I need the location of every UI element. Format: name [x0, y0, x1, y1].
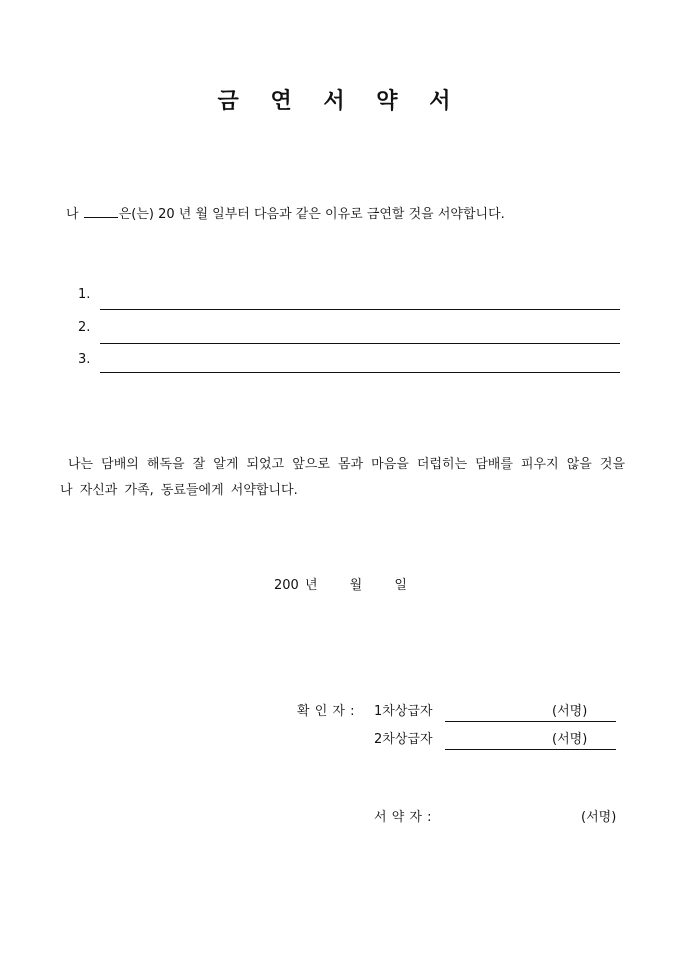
intro-prefix: 나: [66, 207, 79, 222]
date-year-unit: 년: [304, 578, 318, 593]
document-title: 금 연 서 약 서: [217, 88, 463, 114]
reason-number-3: 3.: [78, 352, 91, 367]
first-supervisor-label: 1차상급자: [374, 704, 433, 719]
pledger-signature: (서명): [581, 810, 617, 825]
date-month-unit: 월: [349, 578, 363, 593]
name-blank: [84, 206, 118, 218]
second-supervisor-signature: (서명): [552, 732, 588, 747]
second-supervisor-label: 2차상급자: [374, 732, 433, 747]
reason-line-1: [100, 309, 620, 310]
first-supervisor-signature-line: [445, 721, 616, 722]
confirmer-label: 확 인 자 :: [297, 704, 355, 719]
pledge-date: [274, 574, 407, 593]
first-supervisor-signature: (서명): [552, 704, 588, 719]
pledge-paragraph: [60, 452, 625, 504]
reason-line-2: [100, 343, 620, 344]
date-day-unit: 일: [394, 578, 407, 593]
reason-line-3: [100, 372, 620, 373]
pledge-paragraph-text: 나는 담배의 해독을 잘 알게 되었고 앞으로 몸과 마음을 더럽히는 담배를 피우지 않을 것을 나 자신과 가족, 동료들에게 서약합니다.: [60, 457, 625, 498]
intro-suffix: 은(는) 20 년 월 일부터 다음과 같은 이유로 금연할 것을 서약합니다.: [118, 207, 505, 222]
reason-number-2: 2.: [78, 320, 91, 335]
pledger-label: 서 약 자 :: [374, 810, 432, 825]
reason-number-1: 1.: [78, 287, 91, 302]
second-supervisor-signature-line: [445, 749, 616, 750]
pledge-intro: [66, 203, 505, 222]
date-year: 200: [274, 578, 299, 593]
